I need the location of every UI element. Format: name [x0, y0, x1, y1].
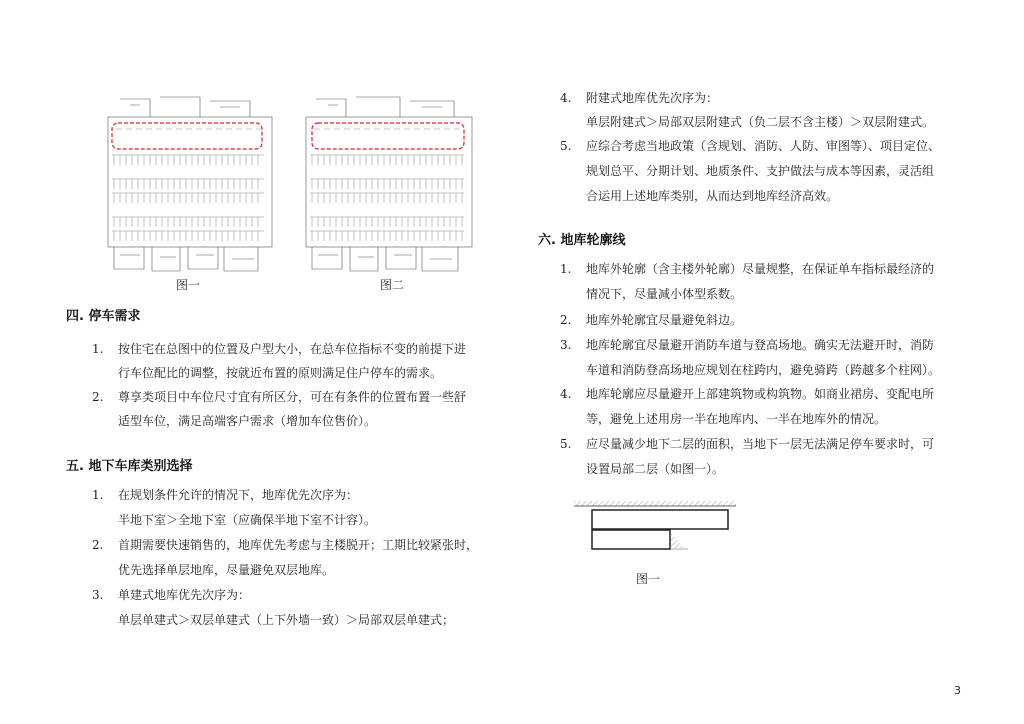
item-text: 按住宅在总图中的位置及户型大小，在总车位指标不变的前提下进: [118, 342, 467, 356]
item-text: 行车位配比的调整，按就近布置的原则满足住户停车的需求。: [118, 366, 443, 380]
item-text: 优先选择单层地库，尽量避免双层地库。: [118, 563, 335, 577]
item-text: 地库外轮廓（含主楼外轮廓）尽量规整，在保证单车指标最经济的: [586, 262, 935, 276]
item-number: 2.: [560, 313, 572, 327]
item-text: 等，避免上述用房一半在地库内、一半在地库外的情况。: [586, 412, 887, 426]
item-text: 附建式地库优先次序为：: [586, 91, 719, 105]
section-5-heading: 五. 地下车库类别选择: [66, 459, 193, 474]
parking-plan-figure-1: [100, 95, 280, 273]
item-text: 单建式地库优先次序为：: [118, 588, 251, 602]
item-text: 单层单建式＞双层单建式（上下外墙一致）＞局部双层单建式；: [118, 613, 455, 627]
item-text: 车道和消防登高场地应规划在柱跨内，避免骑跨（跨越多个柱网）。: [586, 363, 941, 377]
item-number: 1.: [560, 262, 572, 276]
basement-section-diagram: [572, 498, 738, 558]
item-text: 规划总平、分期计划、地质条件、支护做法与成本等因素，灵活组: [586, 164, 935, 178]
item-number: 2.: [92, 390, 104, 404]
page-number: 3: [954, 684, 961, 697]
item-number: 3.: [560, 338, 572, 352]
item-number: 1.: [92, 488, 104, 502]
item-text: 应尽量减少地下二层的面积，当地下一层无法满足停车要求时，可: [586, 437, 935, 451]
item-text: 合运用上述地库类别，从而达到地库经济高效。: [586, 189, 839, 203]
item-number: 4.: [560, 387, 572, 401]
item-text: 设置局部二层（如图一）。: [586, 462, 725, 476]
item-number: 3.: [92, 588, 104, 602]
section-6-heading: 六. 地库轮廓线: [538, 233, 626, 248]
item-number: 4.: [560, 91, 572, 105]
item-text: 地库轮廓应尽量避开上部建筑物或构筑物。如商业裙房、变配电所: [586, 387, 935, 401]
section-diagram-caption: 图一: [636, 572, 661, 586]
item-text: 尊享类项目中车位尺寸宜有所区分，可在有条件的位置布置一些舒: [118, 390, 467, 404]
section-4-heading: 四. 停车需求: [66, 309, 141, 324]
item-number: 1.: [92, 342, 104, 356]
parking-plan-figure-2: [298, 95, 480, 273]
item-text: 单层附建式＞局部双层附建式（负二层不含主楼）＞双层附建式。: [586, 115, 935, 129]
item-text: 半地下室＞全地下室（应确保半地下室不计容）。: [118, 513, 377, 527]
item-text: 地库轮廓宜尽量避开消防车道与登高场地。确实无法避开时，消防: [586, 338, 935, 352]
item-text: 适型车位，满足高端客户需求（增加车位售价）。: [118, 414, 377, 428]
item-text: 首期需要快速销售的，地库优先考虑与主楼脱开；工期比较紧张时，: [118, 538, 479, 552]
item-number: 5.: [560, 437, 572, 451]
item-text: 地库外轮廓宜尽量避免斜边。: [586, 313, 743, 327]
figure-2-caption: 图二: [380, 278, 405, 292]
item-number: 5.: [560, 139, 572, 153]
item-text: 情况下，尽量减小体型系数。: [586, 287, 743, 301]
item-text: 应综合考虑当地政策（含规划、消防、人防、审图等）、项目定位、: [586, 139, 941, 153]
figure-1-caption: 图一: [176, 278, 201, 292]
item-number: 2.: [92, 538, 104, 552]
item-text: 在规划条件允许的情况下，地库优先次序为：: [118, 488, 359, 502]
